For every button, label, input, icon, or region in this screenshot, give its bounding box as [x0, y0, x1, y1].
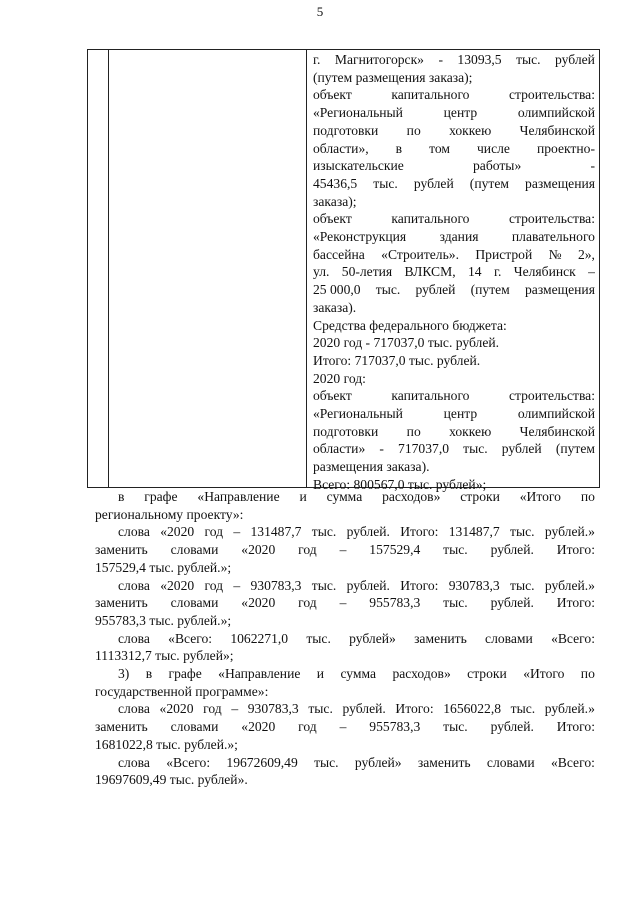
word: 14: [467, 264, 482, 280]
word: рублей.: [346, 577, 390, 593]
word: области»: [313, 441, 366, 457]
paragraph-line: 955783,3 тыс. рублей.»;: [95, 612, 232, 628]
word: год: [298, 719, 317, 735]
word: объект: [313, 87, 352, 103]
amendment-text: [95, 488, 595, 789]
word: тыс.: [306, 630, 331, 646]
word: 131487,7: [448, 524, 500, 540]
paragraph-line: [95, 488, 595, 506]
word: 25 000,0: [313, 282, 361, 298]
word: подготовки: [313, 423, 379, 439]
word: словами: [170, 542, 219, 558]
word: по: [580, 489, 595, 504]
word: (путем: [470, 282, 510, 298]
word: тыс.: [311, 524, 337, 540]
word: по: [406, 423, 421, 439]
word: тыс.: [314, 754, 339, 770]
paragraph-line: 157529,4 тыс. рублей.»;: [95, 559, 232, 575]
word: тыс.: [375, 282, 401, 298]
word: -: [379, 441, 384, 457]
word: рублей.: [490, 542, 534, 558]
cell-text-line: [313, 246, 595, 264]
word: –: [339, 719, 347, 735]
word: в: [118, 489, 125, 504]
word: слова: [118, 701, 150, 717]
word: «Региональный: [313, 105, 403, 121]
word: №: [548, 246, 562, 262]
word: тыс.: [443, 542, 468, 558]
paragraph-line: [95, 541, 595, 559]
word: заменить: [95, 595, 148, 611]
word: по: [406, 122, 421, 138]
word: 930783,3: [247, 701, 299, 717]
word: г.: [493, 264, 502, 280]
word: «Всего:: [550, 754, 595, 770]
word: 131487,7: [250, 524, 302, 540]
word: г.: [313, 52, 321, 67]
word: 955783,3: [369, 595, 421, 611]
budget-table: [87, 49, 600, 492]
word: бассейна: [313, 246, 365, 262]
word: сумма: [326, 489, 363, 504]
word: «Направление: [218, 666, 301, 682]
word: тыс.: [311, 577, 337, 593]
word: в: [145, 666, 153, 682]
paragraph-line: 19697609,49 тыс. рублей».: [95, 772, 248, 788]
word: графе: [144, 489, 178, 504]
word: расходов»: [392, 666, 451, 682]
word: «2020: [160, 524, 195, 540]
word: «Всего:: [166, 754, 211, 770]
word: расходов»: [382, 489, 441, 504]
cell-text-line: [313, 387, 595, 405]
word: области»,: [313, 140, 369, 156]
table-column-divider: [108, 50, 109, 487]
word: изыскательские: [313, 158, 404, 174]
word: рублей.: [490, 595, 534, 611]
word: слова: [118, 577, 150, 593]
word: -: [438, 52, 443, 67]
word: 930783,3: [448, 577, 500, 593]
cell-text-line: [313, 51, 595, 69]
word: 3): [118, 666, 130, 682]
word: заменить: [95, 542, 148, 558]
word: Итого:: [400, 577, 439, 593]
word: рублей: [413, 175, 454, 191]
word: строки: [460, 489, 500, 504]
word: капитального: [391, 211, 470, 227]
page-number: 5: [316, 4, 324, 19]
word: слова: [118, 754, 150, 770]
word: –: [339, 542, 347, 558]
word: «Направление: [197, 489, 280, 504]
table-column-divider: [306, 50, 307, 487]
word: –: [233, 577, 241, 593]
word: капитального: [391, 388, 470, 404]
word: рублей: [501, 441, 542, 457]
word: год: [298, 542, 317, 558]
word: рублей.»: [544, 524, 595, 540]
word: Итого:: [556, 595, 595, 611]
cell-text-line: заказа).: [313, 299, 357, 315]
word: «Итого: [523, 666, 565, 682]
cell-text-line: 2020 год - 717037,0 тыс. рублей.: [313, 335, 500, 351]
word: слова: [118, 524, 150, 540]
word: рублей.: [346, 524, 390, 540]
word: –: [231, 701, 239, 717]
word: «Реконструкция: [313, 229, 407, 245]
cell-text-line: (путем размещения заказа);: [313, 69, 473, 85]
word: тыс.: [443, 719, 468, 735]
word: тыс.: [308, 701, 333, 717]
word: слова: [118, 630, 150, 646]
cell-text-line: [313, 157, 595, 175]
word: капитального: [391, 87, 470, 103]
word: -: [590, 158, 595, 174]
word: рублей: [555, 52, 595, 67]
word: в: [395, 140, 403, 156]
word: «Итого: [519, 489, 561, 504]
word: словами: [485, 630, 533, 646]
paragraph-line: [95, 665, 595, 683]
word: «Всего:: [551, 630, 595, 646]
paragraph-line: [95, 630, 595, 648]
word: объект: [313, 211, 352, 227]
word: размещения: [525, 282, 595, 298]
word: заменить: [417, 754, 471, 770]
cell-text-line: Средства федерального бюджета:: [313, 317, 507, 333]
word: Челябинской: [519, 423, 595, 439]
word: год: [204, 577, 224, 593]
word: тыс.: [463, 441, 488, 457]
word: числе: [476, 140, 510, 156]
paragraph-line: 1113312,7 тыс. рублей»;: [95, 648, 234, 664]
word: словами: [170, 595, 219, 611]
paragraph-line: государственной программе»:: [95, 683, 269, 699]
word: олимпийской: [517, 406, 595, 422]
word: рублей»: [354, 754, 402, 770]
word: ул.: [313, 264, 330, 280]
word: «Региональный: [313, 406, 403, 422]
word: 157529,4: [369, 542, 421, 558]
word: здания: [439, 229, 479, 245]
word: олимпийской: [517, 105, 595, 121]
word: год: [298, 595, 317, 611]
word: «2020: [159, 701, 194, 717]
cell-text-line: 2020 год:: [313, 370, 366, 386]
cell-text-line: [313, 281, 595, 299]
word: работы»: [473, 158, 522, 174]
word: плавательного: [511, 229, 595, 245]
paragraph-line: [95, 718, 595, 736]
word: центр: [443, 105, 478, 121]
paragraph-line: [95, 700, 595, 718]
word: ВЛКСМ,: [404, 264, 456, 280]
word: заменить: [414, 630, 467, 646]
word: «2020: [241, 542, 276, 558]
word: –: [233, 524, 241, 540]
word: хоккею: [449, 423, 492, 439]
word: Итого:: [556, 719, 595, 735]
word: 19672609,49: [226, 754, 298, 770]
word: Итого:: [556, 542, 595, 558]
paragraph-line: 1681022,8 тыс. рублей.»;: [95, 736, 238, 752]
word: рублей.: [342, 701, 386, 717]
word: хоккею: [449, 122, 492, 138]
word: 1656022,8: [443, 701, 502, 717]
paragraph-line: [95, 577, 595, 595]
word: строительства:: [509, 211, 595, 227]
word: сумма: [340, 666, 377, 682]
cell-text-line: заказа);: [313, 193, 357, 209]
word: и: [299, 489, 307, 504]
cell-text-line: [313, 140, 595, 158]
word: «Всего:: [168, 630, 213, 646]
word: тыс.: [443, 595, 468, 611]
word: 1062271,0: [230, 630, 289, 646]
word: графе: [168, 666, 202, 682]
cell-text-line: размещения заказа).: [313, 459, 430, 475]
word: проектно-: [536, 140, 595, 156]
word: тыс.: [510, 524, 535, 540]
cell-text-line: [313, 86, 595, 104]
word: тыс.: [510, 701, 536, 717]
word: рублей.»: [544, 577, 595, 593]
cell-text-line: [313, 228, 595, 246]
word: 13093,5: [457, 52, 502, 67]
word: рублей.: [490, 719, 534, 735]
word: том: [429, 140, 450, 156]
word: –: [588, 264, 595, 280]
word: «2020: [241, 719, 276, 735]
word: (путем: [555, 441, 595, 457]
word: тыс.: [510, 577, 535, 593]
word: 2»,: [577, 246, 595, 262]
word: строки: [467, 666, 507, 682]
word: и: [316, 666, 325, 682]
word: подготовки: [313, 122, 379, 138]
word: Челябинск: [513, 264, 576, 280]
word: тыс.: [516, 52, 541, 67]
word: строительства:: [509, 388, 595, 404]
word: тыс.: [373, 175, 398, 191]
word: Пристрой: [475, 246, 533, 262]
cell-text-line: [313, 263, 595, 281]
word: 930783,3: [250, 577, 302, 593]
word: заменить: [95, 719, 148, 735]
word: 955783,3: [369, 719, 421, 735]
word: по: [580, 666, 595, 682]
word: «Строитель».: [381, 246, 459, 262]
paragraph-line: [95, 523, 595, 541]
word: рублей.»: [544, 701, 595, 717]
paragraph-line: [95, 594, 595, 612]
word: строительства:: [509, 87, 595, 103]
cell-text-line: [313, 210, 595, 228]
word: Магнитогорск»: [334, 52, 424, 67]
word: словами: [170, 719, 219, 735]
word: объект: [313, 388, 352, 404]
word: рублей: [415, 282, 456, 298]
cell-text-line: Всего: 800567,0 тыс. рублей»;: [313, 476, 487, 492]
word: 50-летия: [341, 264, 393, 280]
word: «2020: [241, 595, 276, 611]
word: «2020: [160, 577, 195, 593]
paragraph-line: [95, 754, 595, 772]
word: 717037,0: [398, 441, 450, 457]
cell-text-line: [313, 440, 595, 458]
word: год: [204, 524, 224, 540]
cell-text-line: [313, 104, 595, 122]
word: рублей»: [349, 630, 396, 646]
word: Итого:: [395, 701, 434, 717]
cell-text-line: Итого: 717037,0 тыс. рублей.: [313, 352, 481, 368]
word: центр: [443, 406, 478, 422]
word: год: [203, 701, 222, 717]
word: 45436,5: [313, 175, 358, 191]
word: (путем: [469, 175, 509, 191]
cell-text-line: [313, 122, 595, 140]
word: Итого:: [400, 524, 439, 540]
word: словами: [486, 754, 535, 770]
paragraph-line: региональному проекту»:: [95, 506, 244, 522]
cell-text-line: [313, 405, 595, 423]
word: Челябинской: [519, 122, 595, 138]
expenses-cell: [313, 51, 595, 494]
cell-text-line: [313, 175, 595, 193]
word: –: [339, 595, 347, 611]
word: размещения: [525, 175, 595, 191]
cell-text-line: [313, 423, 595, 441]
